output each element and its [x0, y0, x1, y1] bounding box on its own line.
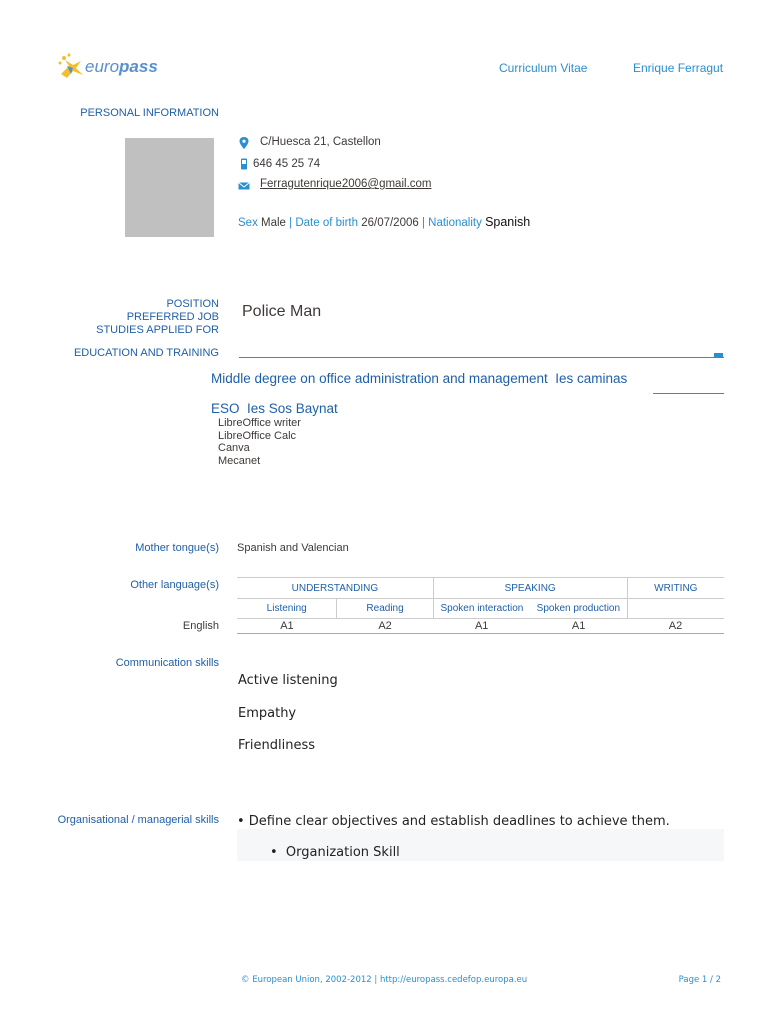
- education-label: EDUCATION AND TRAINING: [73, 347, 219, 359]
- sex-label: Sex: [238, 217, 258, 229]
- photo-placeholder: [125, 138, 214, 237]
- preferred-job-label: PREFERRED JOB: [126, 311, 219, 323]
- communication-item: Active listening: [238, 673, 338, 688]
- address: C/Huesca 21, Castellon: [260, 136, 381, 148]
- degree-2: ESO Ies Sos Baynat: [211, 401, 338, 416]
- phone-icon: [238, 158, 250, 170]
- education-item: Canva: [218, 442, 250, 455]
- email-icon: [238, 180, 250, 192]
- education-item: Mecanet: [218, 455, 261, 468]
- level-cell: A2: [668, 620, 683, 632]
- level-cell: A1: [280, 620, 294, 632]
- language-name: English: [182, 620, 219, 632]
- speaking-header: SPEAKING: [433, 578, 627, 599]
- nationality-value: Spanish: [485, 215, 531, 229]
- other-language-label: Other language(s): [130, 579, 219, 591]
- writing-subheader: [627, 599, 724, 619]
- personal-info-label: PERSONAL INFORMATION: [80, 107, 219, 119]
- location-icon: [238, 137, 250, 149]
- logo-text: [85, 57, 158, 77]
- understanding-header: UNDERSTANDING: [237, 578, 433, 599]
- phone: 646 45 25 74: [253, 158, 321, 170]
- communication-item: Empathy: [238, 706, 297, 721]
- email-link[interactable]: Ferragutenrique2006@gmail.com: [260, 178, 432, 190]
- education-item: LibreOffice writer: [218, 417, 301, 429]
- writing-header: WRITING: [654, 582, 698, 594]
- page-number: Page 1 / 2: [678, 975, 721, 985]
- communication-label: Communication skills: [115, 657, 219, 669]
- degree-underline: [653, 393, 724, 394]
- section-divider: [239, 357, 724, 358]
- footer-copyright[interactable]: © European Union, 2002-2012 | http://europass.cedefop.europa.eu: [241, 975, 528, 985]
- dob-label: | Date of birth: [289, 217, 358, 229]
- position-value: Police Man: [242, 303, 322, 320]
- listening-header: Listening: [237, 599, 337, 619]
- spoken-interaction-header: Spoken interaction: [440, 603, 524, 614]
- reading-header: Reading: [337, 599, 433, 619]
- education-items: [218, 417, 301, 468]
- level-cell: A2: [378, 620, 392, 632]
- mother-tongue-value: Spanish and Valencian: [237, 542, 349, 554]
- europass-logo: [55, 52, 165, 82]
- level-cell: A1: [474, 620, 489, 632]
- spoken-production-header: Spoken production: [530, 599, 627, 619]
- europass-star-icon: [55, 52, 89, 82]
- section-divider-end: [714, 353, 723, 358]
- organisational-line-1: • Define clear objectives and establish deadlines to achieve them.: [237, 814, 670, 829]
- communication-item: Friendliness: [238, 738, 315, 753]
- organisational-line-2: • Organization Skill: [270, 845, 400, 860]
- education-item: LibreOffice Calc: [218, 429, 297, 442]
- degree-1: Middle degree on office administration and management Ies caminas: [211, 371, 628, 386]
- organisational-label: Organisational / managerial skills: [57, 814, 219, 826]
- nationality-label: | Nationality: [421, 217, 482, 229]
- level-cell: A1: [571, 620, 586, 632]
- person-name: Enrique Ferragut: [633, 61, 724, 75]
- mother-tongue-label: Mother tongue(s): [135, 542, 219, 554]
- dob-value: 26/07/2006: [361, 217, 419, 229]
- doc-title: Curriculum Vitae: [499, 61, 588, 75]
- studies-applied-label: STUDIES APPLIED FOR: [96, 324, 219, 336]
- position-label: POSITION: [166, 298, 219, 310]
- sex-value: Male: [261, 217, 286, 229]
- language-table: [237, 577, 724, 634]
- logo-text-pass: pass: [119, 57, 158, 76]
- logo-text-euro: euro: [85, 57, 120, 76]
- personal-details-line: [238, 215, 530, 229]
